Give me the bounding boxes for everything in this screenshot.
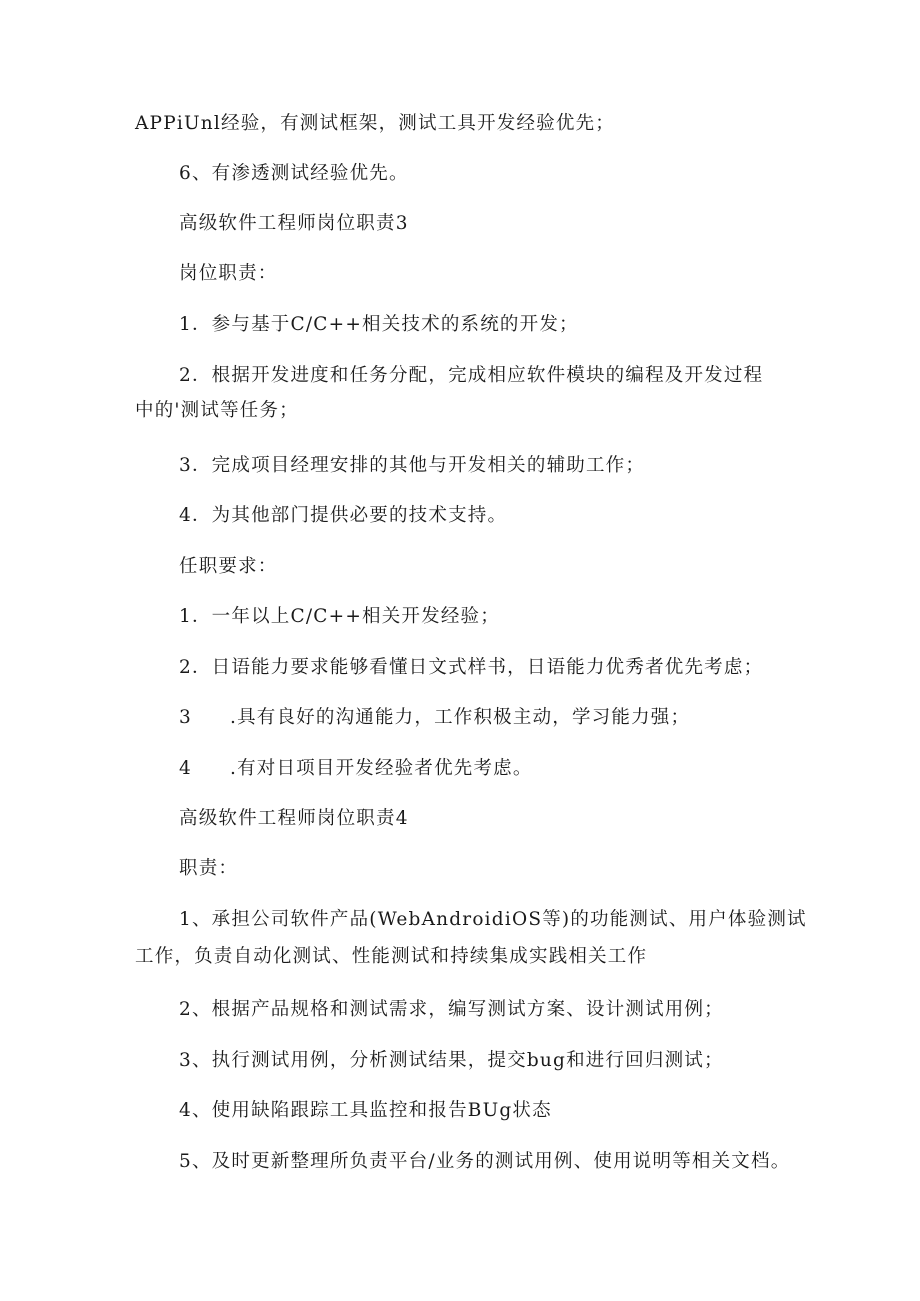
section-3-duty-2: 2．根据开发进度和任务分配，完成相应软件模块的编程及开发过程 [179,365,764,386]
section-4-duty-5: 5、及时更新整理所负责平台/业务的测试用例、使用说明等相关文档。 [179,1151,791,1172]
section-3-duty-2-continued: 中的'测试等任务； [135,400,299,421]
section-3-requirement-4 [179,757,533,781]
section-4-duty-1: 1、承担公司软件产品(WebAndroidiOS等)的功能测试、用户体验测试 [179,909,807,930]
section-4-title: 高级软件工程师岗位职责4 [179,808,409,829]
paragraph-penetration-testing: 6、有渗透测试经验优先。 [179,163,409,184]
section-3-requirement-1: 1．一年以上C/C++相关开发经验； [179,606,500,627]
paragraph-appium-experience: APPiUnl经验，有测试框架，测试工具开发经验优先； [135,113,615,134]
requirement-4-text: .有对日项目开发经验者优先考虑。 [229,758,533,779]
section-4-duties-heading: 职责： [179,858,239,879]
section-3-duties-heading: 岗位职责： [179,263,278,284]
section-4-duty-2: 2、根据产品规格和测试需求，编写测试方案、设计测试用例； [179,999,724,1020]
section-3-requirement-2: 2．日语能力要求能够看懂日文式样书，日语能力优秀者优先考虑； [179,657,764,678]
section-3-duty-4: 4．为其他部门提供必要的技术支持。 [179,505,508,526]
requirement-3-number: 3 [179,707,192,728]
section-4-duty-1-continued: 工作，负责自动化测试、性能测试和持续集成实践相关工作 [135,946,648,967]
section-3-duty-1: 1．参与基于C/C++相关技术的系统的开发； [179,314,579,335]
section-3-title: 高级软件工程师岗位职责3 [179,213,409,234]
section-4-duty-4: 4、使用缺陷跟踪工具监控和报告BUg状态 [179,1100,552,1121]
requirement-3-text: .具有良好的沟通能力，工作积极主动，学习能力强； [229,707,691,728]
section-3-requirement-3 [179,706,690,730]
section-4-duty-3: 3、执行测试用例，分析测试结果，提交bug和进行回归测试； [179,1050,724,1071]
section-3-requirements-heading: 任职要求： [179,556,278,577]
section-3-duty-3: 3．完成项目经理安排的其他与开发相关的辅助工作； [179,455,646,476]
requirement-4-number: 4 [179,758,192,779]
